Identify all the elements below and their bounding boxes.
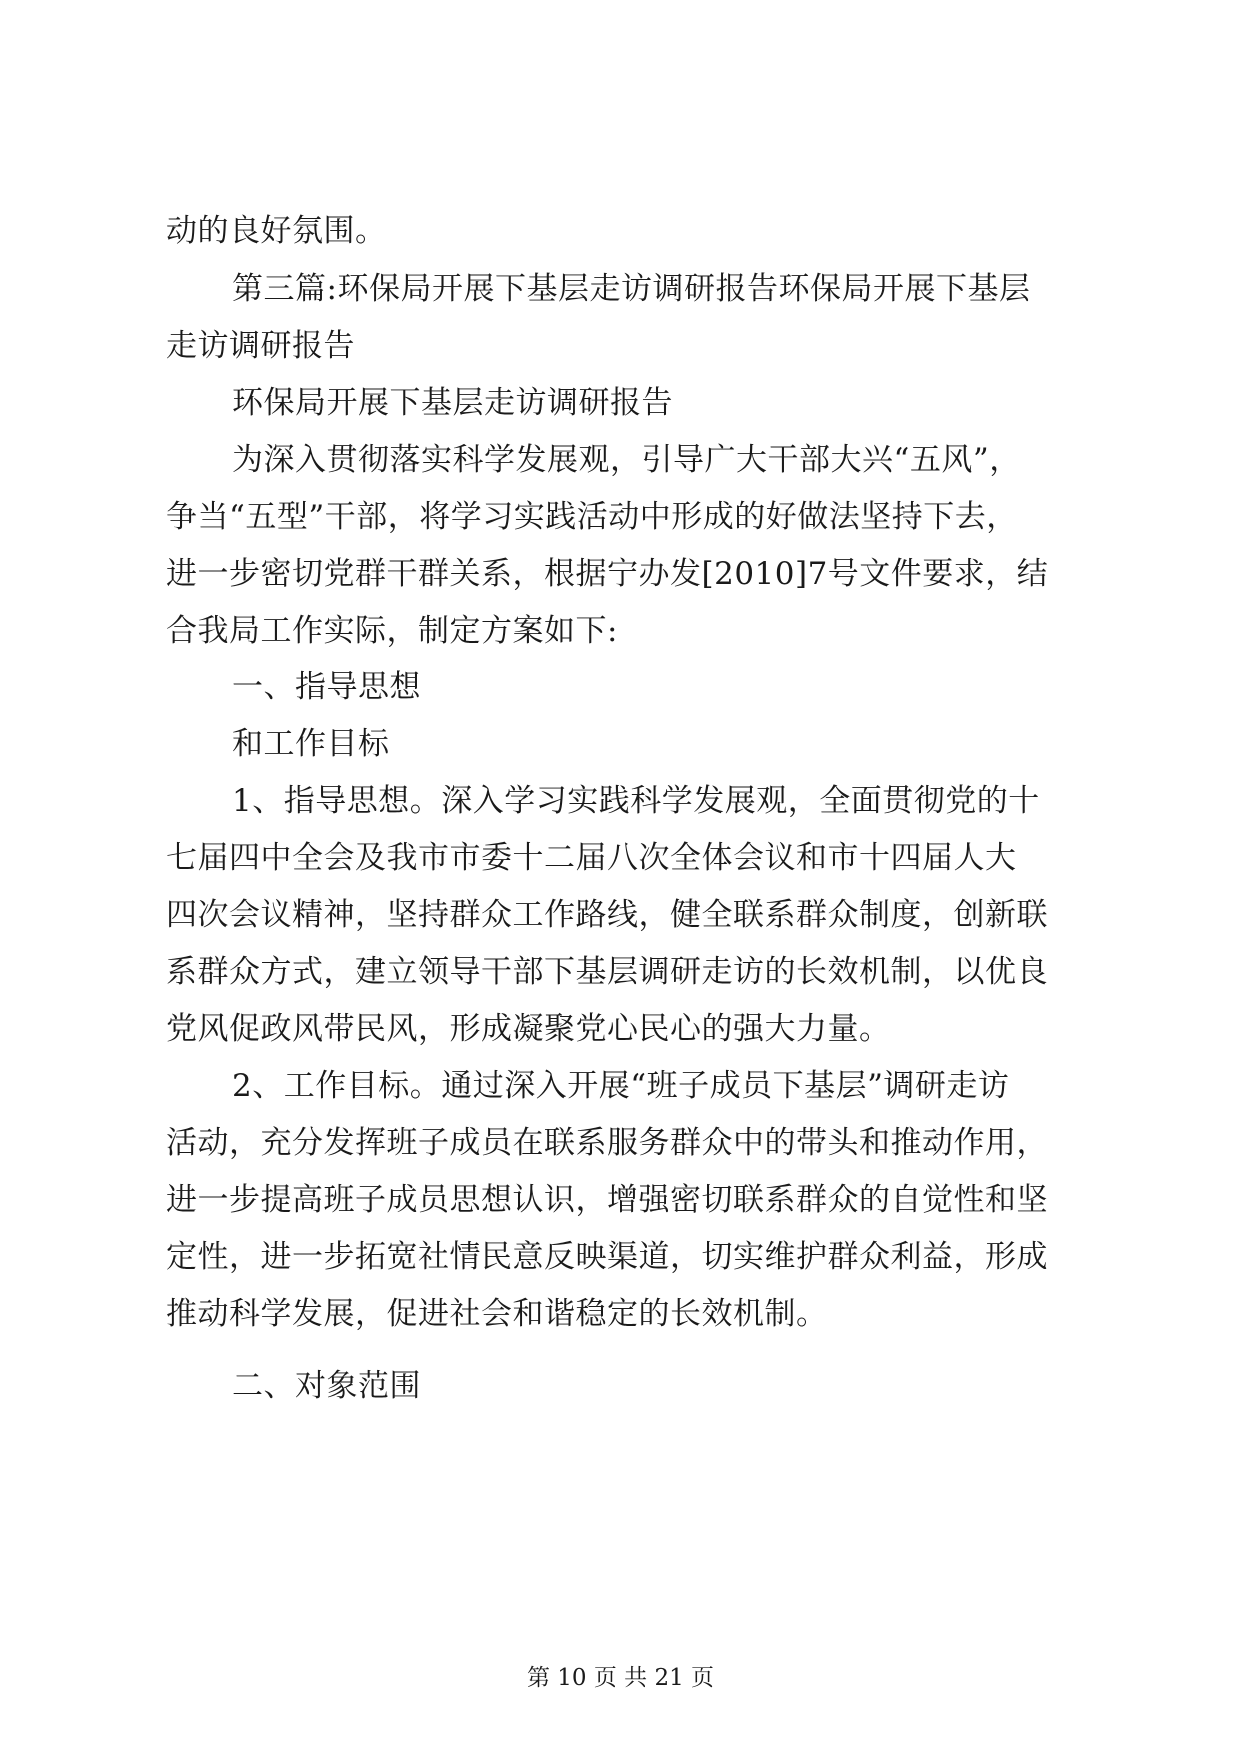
page-number-footer: 第 10 页 共 21 页	[526, 1665, 715, 1691]
section-heading: 和工作目标	[232, 726, 390, 762]
text-line: 进一步提高班子成员思想认识，增强密切联系群众的自觉性和坚	[166, 1182, 1048, 1218]
text-line: 推动科学发展，促进社会和谐稳定的长效机制。	[166, 1296, 828, 1332]
text-line: 为深入贯彻落实科学发展观，引导广大干部大兴“五风”，	[232, 442, 1021, 478]
text-line: 进一步密切党群干群关系，根据宁办发[2010]7号文件要求，结	[166, 556, 1049, 592]
text-line: 系群众方式，建立领导干部下基层调研走访的长效机制，以优良	[166, 954, 1048, 990]
text-line: 环保局开展下基层走访调研报告	[232, 385, 673, 421]
section-heading: 一、指导思想	[232, 669, 421, 705]
text-line: 党风促政风带民风，形成凝聚党心民心的强大力量。	[166, 1011, 891, 1047]
text-line: 1、指导思想。深入学习实践科学发展观，全面贯彻党的十	[232, 783, 1040, 819]
text-line: 2、工作目标。通过深入开展“班子成员下基层”调研走访	[232, 1068, 1010, 1104]
text-line: 争当“五型”干部，将学习实践活动中形成的好做法坚持下去，	[166, 499, 1018, 535]
text-line: 七届四中全会及我市市委十二届八次全体会议和市十四届人大	[166, 840, 1017, 876]
text-line: 动的良好氛围。	[166, 213, 387, 249]
section-heading: 二、对象范围	[232, 1368, 421, 1404]
text-line: 合我局工作实际，制定方案如下:	[166, 613, 618, 649]
text-line: 走访调研报告	[166, 328, 355, 364]
text-line: 定性，进一步拓宽社情民意反映渠道，切实维护群众利益，形成	[166, 1239, 1048, 1275]
text-line: 第三篇:环保局开展下基层走访调研报告环保局开展下基层	[232, 271, 1031, 307]
text-line: 活动，充分发挥班子成员在联系服务群众中的带头和推动作用，	[166, 1125, 1048, 1161]
text-line: 四次会议精神，坚持群众工作路线，健全联系群众制度，创新联	[166, 897, 1048, 933]
